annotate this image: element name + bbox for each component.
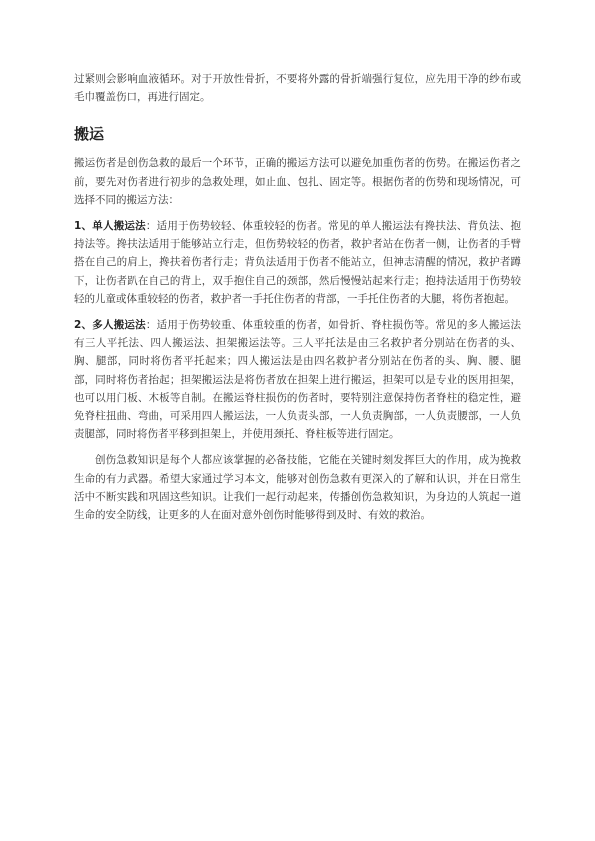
list-item-text: ：适用于伤势较重、体重较重的伤者，如骨折、脊柱损伤等。常见的多人搬运法有三人平托法、四人搬运法、担架搬运法等。三人平托法是由三名救护者分别站在伤者的头、胸、腿部，同时将伤者平托起来；四人搬运法是由四名救护者分别站在伤者的头、胸、腰、腿部，同时将伤者抬起；担架搬运法是将伤者放在担架上进行搬运，担架可以是专业的医用担架，也可以用门板、木板等自制。在搬运脊柱损伤的伤者时，要特别注意保持伤者脊柱的稳定性，避免脊柱扭曲、弯曲，可采用四人搬运法，一人负责头部，一人负责胸部，一人负责腰部，一人负责腿部，同时将伤者平移到担架上，并使用颈托、脊柱板等进行固定。 <box>74 319 521 441</box>
list-item-multi-person <box>74 316 521 443</box>
list-item-label: 2、多人搬运法 <box>74 319 146 332</box>
list-item-text: ：适用于伤势较轻、体重较轻的伤者。常见的单人搬运法有搀扶法、背负法、抱持法等。搀扶法适用于能够站立行走，但伤势较轻的伤者，救护者站在伤者一侧，让伤者的手臂搭在自己的肩上，搀扶着伤者行走；背负法适用于伤者不能站立，但神志清醒的情况，救护者蹲下，让伤者趴在自己的背上，双手抱住自己的颈部，然后慢慢站起来行走；抱持法适用于伤势较轻的儿童或体重较轻的伤者，救护者一手托住伤者的背部，一手托住伤者的大腿，将伤者抱起。 <box>74 220 521 305</box>
intro-paragraph: 过紧则会影响血液循环。对于开放性骨折，不要将外露的骨折端强行复位，应先用干净的纱布或毛巾覆盖伤口，再进行固定。 <box>74 73 521 104</box>
document-body <box>74 70 521 524</box>
list-item-label: 1、单人搬运法 <box>74 220 146 233</box>
section-paragraph: 搬运伤者是创伤急救的最后一个环节，正确的搬运方法可以避免加重伤者的伤势。在搬运伤者之前，要先对伤者进行初步的急救处理，如止血、包扎、固定等。根据伤者的伤势和现场情况，可选择不同的搬运方法： <box>74 157 521 206</box>
closing-paragraph: 创伤急救知识是每个人都应该掌握的必备技能，它能在关键时刻发挥巨大的作用，成为挽救生命的有力武器。希望大家通过学习本文，能够对创伤急救有更深入的了解和认识，并在日常生活中不断实践和巩固这些知识。让我们一起行动起来，传播创伤急救知识，为身边的人筑起一道生命的安全防线，让更多的人在面对意外创伤时能够得到及时、有效的救治。 <box>74 454 521 522</box>
list-item-single-person <box>74 217 521 308</box>
section-heading-transport: 搬运 <box>74 125 105 144</box>
